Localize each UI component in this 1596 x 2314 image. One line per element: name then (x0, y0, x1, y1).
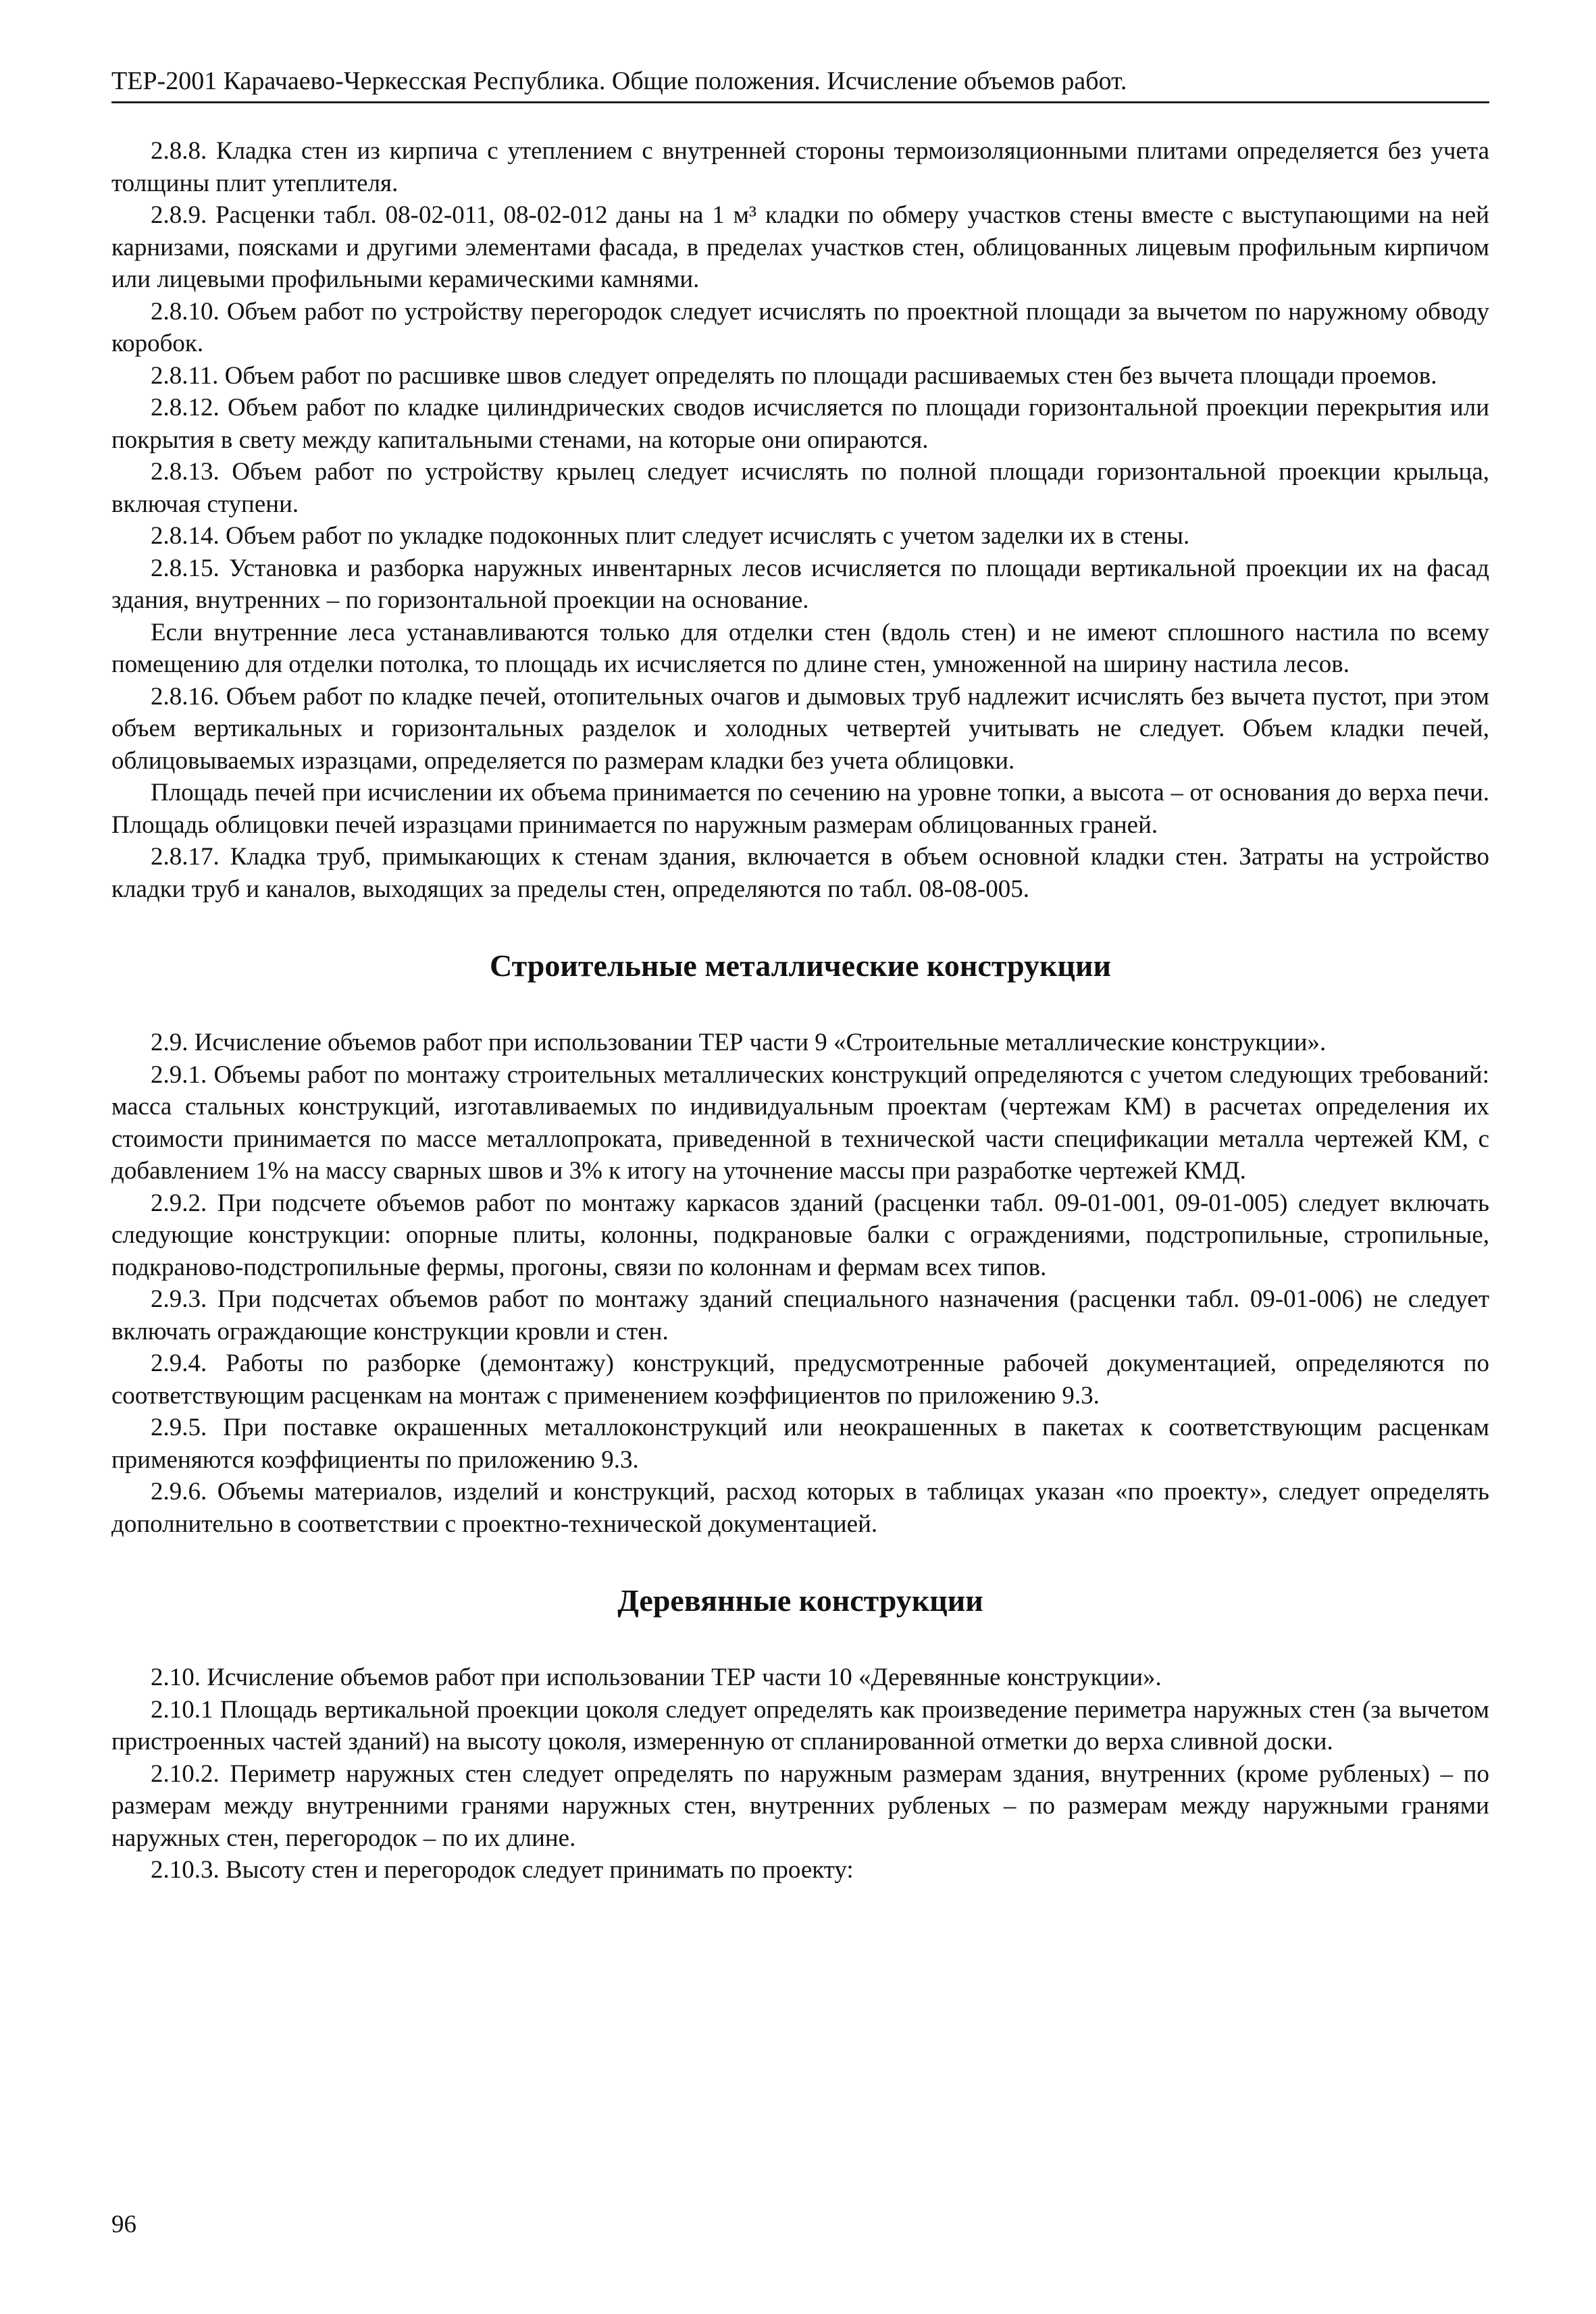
paragraph-2-8-15-note: Если внутренние леса устанавливаются только для отделки стен (вдоль стен) и не имеют сплошного настила по всему помещению для отделки потолка, то площадь их исчисляется по длине стен, умноженной на ширину настила лесов. (111, 618, 1489, 678)
paragraph-2-9-6: 2.9.6. Объемы материалов, изделий и конструкций, расход которых в таблицах указан «по проекту», следует определять дополнительно в соответствии с проектно-технической документацией. (111, 1478, 1489, 1538)
paragraph-2-10-3: 2.10.3. Высоту стен и перегородок следует принимать по проекту: (151, 1856, 854, 1884)
paragraph-2-8-11: 2.8.11. Объем работ по расшивке швов следует определять по площади расшиваемых стен без вычета площади проемов. (151, 361, 1437, 390)
paragraph-2-9-3: 2.9.3. При подсчетах объемов работ по монтажу зданий специального назначения (расценки табл. 09-01-006) не следует включать ограждающие конструкции кровли и стен. (111, 1285, 1489, 1345)
paragraph-2-8-8: 2.8.8. Кладка стен из кирпича с утеплением с внутренней стороны термоизоляционными плитами определяется без учета толщины плит утеплителя. (111, 137, 1489, 197)
paragraph-2-8-16: 2.8.16. Объем работ по кладке печей, отопительных очагов и дымовых труб надлежит исчислять без вычета пустот, при этом объем вертикальных и горизонтальных разделок и холодных четвертей учитывать не следует. Объем кладки печей, облицовываемых изразцами, определяется по размерам кладки без учета облицовки. (111, 682, 1489, 775)
document-body (111, 135, 1489, 1886)
paragraph-2-9: 2.9. Исчисление объемов работ при использовании ТЕР части 9 «Строительные металлические конструкции». (151, 1029, 1327, 1056)
page-header: ТЕР-2001 Карачаево-Черкесская Республика. Общие положения. Исчисление объемов работ. (111, 65, 1489, 103)
paragraph-2-10-2: 2.10.2. Периметр наружных стен следует определять по наружным размерам здания, внутренних (кроме рубленых) – по размерам между внутренними гранями наружных стен, внутренних рубленых – по размерам между наружными гранями наружных стен, перегородок – по их длине. (111, 1759, 1489, 1852)
paragraph-2-8-9: 2.8.9. Расценки табл. 08-02-011, 08-02-012 даны на 1 м³ кладки по обмеру участков стены вместе с выступающими на ней карнизами, поясками и другими элементами фасада, в пределах участков стен, облицованных лицевым профильным кирпичом или лицевыми профильными керамическими камнями. (111, 201, 1489, 293)
paragraph-2-8-15: 2.8.15. Установка и разборка наружных инвентарных лесов исчисляется по площади вертикальной проекции их на фасад здания, внутренних – по горизонтальной проекции на основание. (111, 554, 1489, 614)
section-heading-wood: Деревянные конструкции (617, 1583, 983, 1618)
paragraph-2-8-12: 2.8.12. Объем работ по кладке цилиндрических сводов исчисляется по площади горизонтальной проекции перекрытия или покрытия в свету между капитальными стенами, на которые они опираются. (111, 394, 1489, 454)
section-heading-metal: Строительные металлические конструкции (490, 948, 1111, 983)
paragraph-2-9-5: 2.9.5. При поставке окрашенных металлоконструкций или неокрашенных в пакетах к соответствующим расценкам применяются коэффициенты по приложению 9.3. (111, 1414, 1489, 1474)
paragraph-2-8-10: 2.8.10. Объем работ по устройству перегородок следует исчислять по проектной площади за вычетом по наружному обводу коробок. (111, 297, 1489, 357)
page-number: 96 (111, 2211, 136, 2238)
paragraph-2-8-14: 2.8.14. Объем работ по укладке подоконных плит следует исчислять с учетом заделки их в стены. (151, 522, 1190, 550)
paragraph-2-9-2: 2.9.2. При подсчете объемов работ по монтажу каркасов зданий (расценки табл. 09-01-001, 09-01-005) следует включать следующие конструкции: опорные плиты, колонны, подкрановые балки с ограждениями, подстропильные, стропильные, подкраново-подстропильные фермы, прогоны, связи по колоннам и фермам всех типов. (111, 1189, 1489, 1281)
paragraph-2-8-16-note: Площадь печей при исчислении их объема принимается по сечению на уровне топки, а высота – от основания до верха печи. Площадь облицовки печей изразцами принимается по наружным размерам облицованных граней. (111, 779, 1489, 839)
paragraph-2-9-4: 2.9.4. Работы по разборке (демонтажу) конструкций, предусмотренные рабочей документацией, определяются по соответствующим расценкам на монтаж с применением коэффициентов по приложению 9.3. (111, 1349, 1489, 1410)
paragraph-2-10: 2.10. Исчисление объемов работ при использовании ТЕР части 10 «Деревянные конструкции». (151, 1664, 1162, 1691)
paragraph-2-8-13: 2.8.13. Объем работ по устройству крылец следует исчислять по полной площади горизонтальной проекции крыльца, включая ступени. (111, 458, 1489, 518)
paragraph-2-10-1: 2.10.1 Площадь вертикальной проекции цоколя следует определять как произведение периметра наружных стен (за вычетом пристроенных частей зданий) на высоту цоколя, измеренную от спланированной отметки до верха сливной доски. (111, 1695, 1489, 1755)
paragraph-2-8-17: 2.8.17. Кладка труб, примыкающих к стенам здания, включается в объем основной кладки стен. Затраты на устройство кладки труб и каналов, выходящих за пределы стен, определяются по табл. 08-08-005. (111, 843, 1489, 903)
paragraph-2-9-1: 2.9.1. Объемы работ по монтажу строительных металлических конструкций определяются с учетом следующих требований: масса стальных конструкций, изготавливаемых по индивидуальным проектам (чертежам КМ) в расчетах определения их стоимости принимается по массе металлопроката, приведенной в технической части спецификации металла чертежей КМ, с добавлением 1% на массу сварных швов и 3% к итогу на уточнение массы при разработке чертежей КМД. (111, 1060, 1489, 1185)
